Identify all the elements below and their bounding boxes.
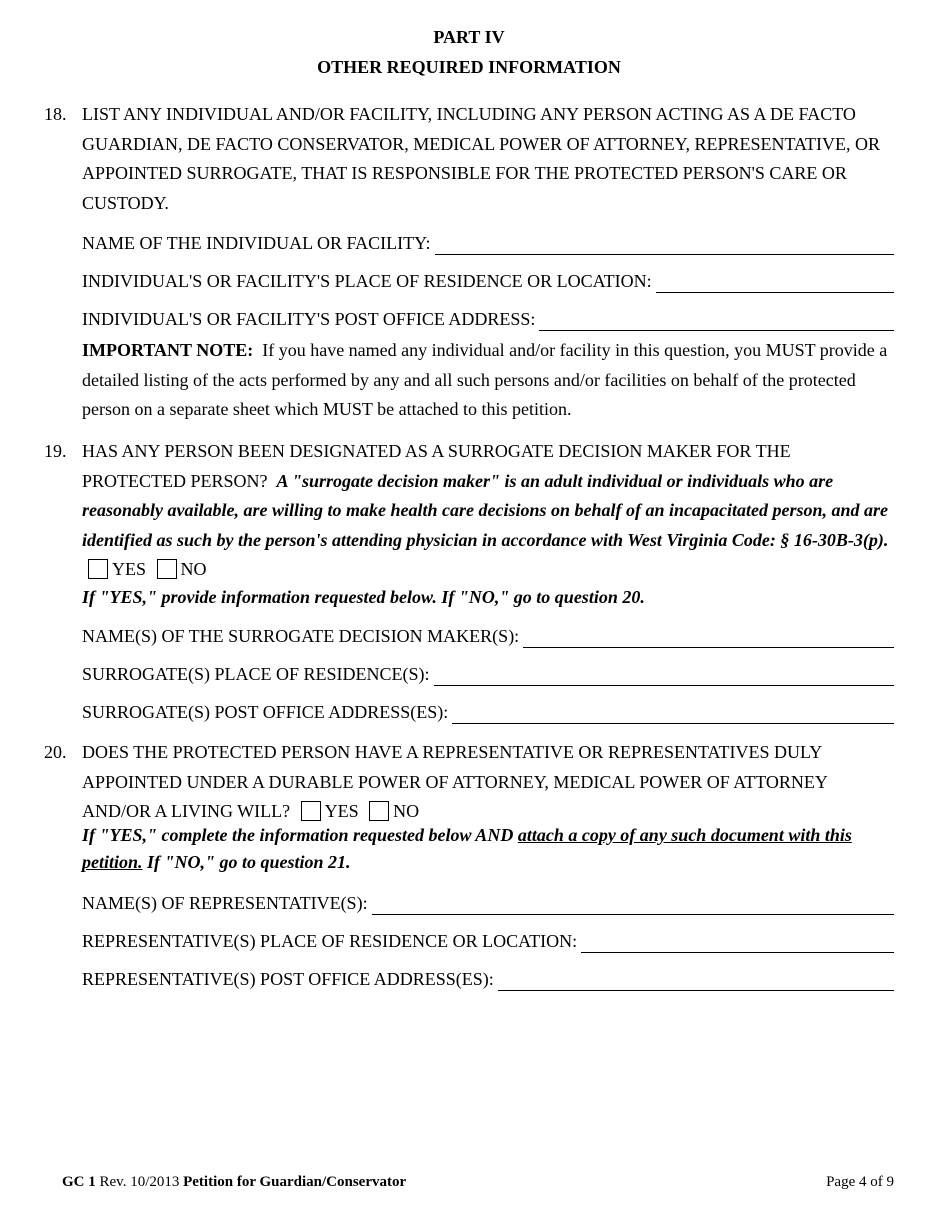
question-text: LIST ANY INDIVIDUAL AND/OR FACILITY, INCLUDING ANY PERSON ACTING AS A DE FACTO GUARDIAN, DE FACTO CONSERVATOR, MEDICAL POWER OF ATTORNEY, REPRESENTATIVE, OR APPOINTED SURROGATE, THAT IS RESPONSIBLE FOR THE PROTECTED PERSON'S CARE OR CUSTODY.: [82, 104, 881, 213]
q19-instruction: [82, 583, 894, 613]
question-number: 20.: [44, 742, 67, 762]
question-18: [44, 100, 894, 218]
footer-form-id: [62, 1174, 406, 1191]
q19-residence-field: [82, 661, 894, 685]
no-label: NO: [180, 559, 207, 579]
q18-name-field: [82, 230, 894, 254]
field-label: INDIVIDUAL'S OR FACILITY'S PLACE OF RESIDENCE OR LOCATION:: [82, 271, 652, 291]
q20-po-address-input-line[interactable]: [498, 970, 894, 991]
q20-name-field: [82, 890, 894, 914]
question-19: [44, 437, 894, 585]
important-note: [82, 336, 894, 425]
q20-name-input-line[interactable]: [372, 894, 894, 915]
page-number: Page 4 of 9: [826, 1174, 894, 1190]
field-label: REPRESENTATIVE(S) POST OFFICE ADDRESS(ES):: [82, 969, 494, 989]
no-label: NO: [393, 801, 420, 821]
q19-po-address-input-line[interactable]: [452, 703, 894, 724]
question-text: HAS ANY PERSON BEEN DESIGNATED AS A SURROGATE DECISION MAKER FOR THE PROTECTED PERSON?: [82, 441, 791, 491]
field-label: NAME OF THE INDIVIDUAL OR FACILITY:: [82, 233, 431, 253]
note-text: If you have named any individual and/or facility in this question, you MUST provide a detailed listing of the acts performed by any and all such persons and/or facilities on behalf of the protected person on a separate sheet which MUST be attached to this petition.: [82, 340, 888, 419]
q19-name-input-line[interactable]: [523, 627, 894, 648]
instruction-text: If "YES," provide information requested below. If "NO," go to question 20.: [82, 587, 645, 607]
q18-po-address-input-line[interactable]: [539, 310, 894, 331]
field-label: SURROGATE(S) PLACE OF RESIDENCE(S):: [82, 664, 430, 684]
question-number: 19.: [44, 441, 67, 461]
field-label: INDIVIDUAL'S OR FACILITY'S POST OFFICE ADDRESS:: [82, 309, 536, 329]
q19-residence-input-line[interactable]: [434, 665, 894, 686]
field-label: REPRESENTATIVE(S) PLACE OF RESIDENCE OR LOCATION:: [82, 931, 578, 951]
note-label: IMPORTANT NOTE:: [82, 340, 254, 360]
q19-name-field: [82, 623, 894, 647]
q20-residence-field: [82, 928, 894, 952]
q19-yes-checkbox[interactable]: [88, 559, 108, 579]
q20-residence-input-line[interactable]: [581, 932, 894, 953]
surrogate-definition: A "surrogate decision maker" is an adult individual or individuals who are reasonably available, are willing to make health care decisions on behalf of an incapacitated person, and are identified as such by the person's attending physician in accordance with West Virginia Code: § 16-30B-3(p).: [82, 470, 889, 550]
field-label: NAME(S) OF REPRESENTATIVE(S):: [82, 893, 368, 913]
form-title: Petition for Guardian/Conservator: [183, 1174, 407, 1190]
q18-residence-input-line[interactable]: [656, 272, 894, 293]
q18-residence-field: [82, 268, 894, 292]
q18-po-address-field: [82, 306, 894, 330]
attach-copy-instruction: attach a copy of any such document with this petition.: [82, 825, 852, 872]
question-20: [44, 738, 894, 827]
q20-yes-checkbox[interactable]: [301, 801, 321, 821]
question-text: DOES THE PROTECTED PERSON HAVE A REPRESENTATIVE OR REPRESENTATIVES DULY APPOINTED UNDER A DURABLE POWER OF ATTORNEY, MEDICAL POWER OF ATTORNEY AND/OR A LIVING WILL?: [82, 742, 828, 821]
q20-po-address-field: [82, 966, 894, 990]
form-revision: Rev. 10/2013: [99, 1174, 180, 1190]
field-label: NAME(S) OF THE SURROGATE DECISION MAKER(S):: [82, 626, 520, 646]
field-label: SURROGATE(S) POST OFFICE ADDRESS(ES):: [82, 702, 449, 722]
form-code: GC 1: [62, 1174, 96, 1190]
yes-label: YES: [112, 559, 147, 579]
q20-instruction: [82, 822, 894, 876]
instruction-text: If "YES," complete the information requested below AND: [82, 825, 518, 845]
q18-name-input-line[interactable]: [435, 234, 895, 255]
part-heading: PART IV: [433, 27, 505, 47]
section-title: OTHER REQUIRED INFORMATION: [317, 57, 621, 77]
instruction-text-end: If "NO," go to question 21.: [142, 852, 351, 872]
q19-no-checkbox[interactable]: [157, 559, 177, 579]
q19-po-address-field: [82, 699, 894, 723]
q20-no-checkbox[interactable]: [369, 801, 389, 821]
yes-label: YES: [324, 801, 359, 821]
question-number: 18.: [44, 104, 67, 124]
